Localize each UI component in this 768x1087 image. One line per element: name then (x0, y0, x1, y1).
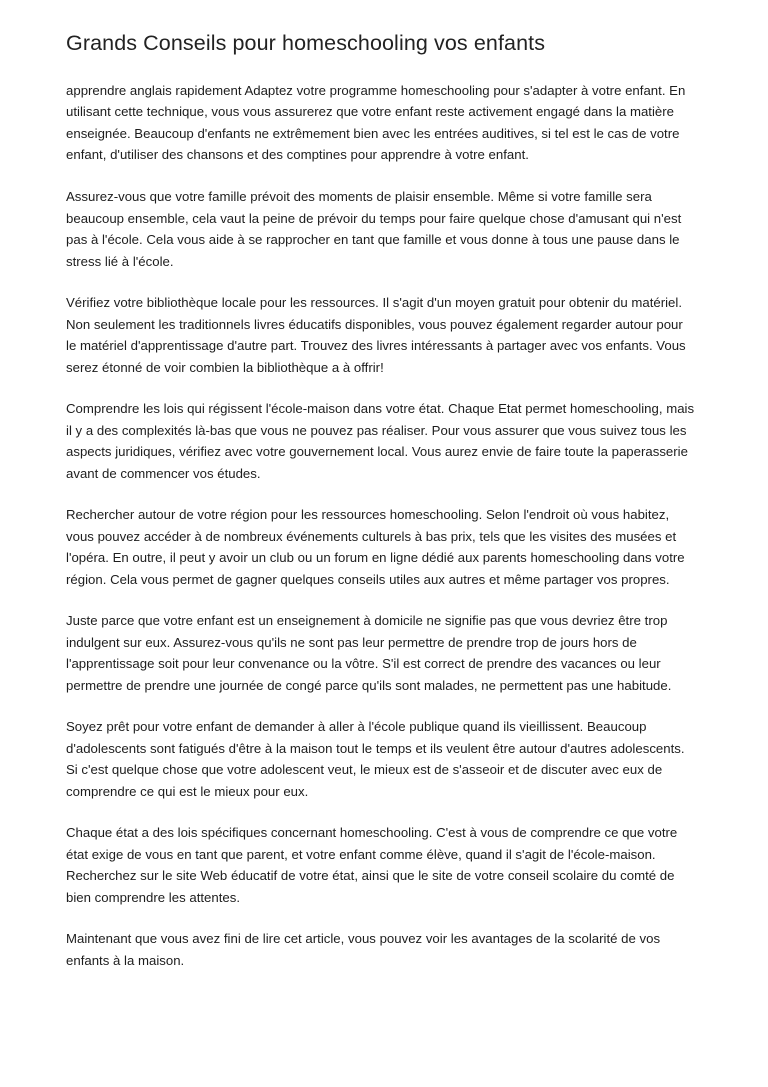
paragraph: Maintenant que vous avez fini de lire cet article, vous pouvez voir les avantages de la scolarité de vos enfants à la maison. (66, 931, 661, 968)
page-title: Grands Conseils pour homeschooling vos enfants (66, 31, 546, 55)
paragraph: Soyez prêt pour votre enfant de demander à aller à l'école publique quand ils vieillissent. Beaucoup d'adolescents sont fatigués d'être à la maison tout le temps et ils veulent être autour d'autres adolescents. Si c'est quelque chose que votre adolescent veut, le mieux est de s'asseoir et de discuter avec eux de comprendre ce qui est le mieux pour eux. (66, 719, 685, 799)
paragraph: Assurez-vous que votre famille prévoit des moments de plaisir ensemble. Même si votre famille sera beaucoup ensemble, cela vaut la peine de prévoir du temps pour faire quelque chose d'amusant qui n'est pas à l'école. Cela vous aide à se rapprocher en tant que famille et vous donne à tous une pause dans le stress lié à l'école. (66, 189, 682, 269)
paragraph: Rechercher autour de votre région pour les ressources homeschooling. Selon l'endroit où vous habitez, vous pouvez accéder à de nombreux événements culturels à bas prix, tels que les visites des musées et l'opéra. En outre, il peut y avoir un club ou un forum en ligne dédié aux parents homeschooling dans votre région. Cela vous permet de gagner quelques conseils utiles aux autres et même partager vos propres. (66, 507, 685, 587)
paragraph: apprendre anglais rapidement Adaptez votre programme homeschooling pour s'adapter à votre enfant. En utilisant cette technique, vous vous assurerez que votre enfant reste activement engagé dans la matière enseignée. Beaucoup d'enfants ne extrêmement bien avec les entrées auditives, si tel est le cas de votre enfant, d'utiliser des chansons et des comptines pour apprendre à votre enfant. (66, 82, 686, 163)
paragraph: Chaque état a des lois spécifiques concernant homeschooling. C'est à vous de comprendre ce que votre état exige de vous en tant que parent, et votre enfant comme élève, quand il s'agit de l'école-maison. Recherchez sur le site Web éducatif de votre état, ainsi que le site de votre conseil scolaire du comté de bien comprendre les attentes. (66, 825, 678, 905)
paragraph: Juste parce que votre enfant est un enseignement à domicile ne signifie pas que vous devriez être trop indulgent sur eux. Assurez-vous qu'ils ne sont pas leur permettre de prendre trop de jours hors de l'apprentissage soit pour leur convenance ou la vôtre. S'il est correct de prendre des vacances ou leur permettre de prendre une journée de congé parce qu'ils sont malades, ne permettent pas une habitude. (66, 613, 672, 693)
paragraph: Vérifiez votre bibliothèque locale pour les ressources. Il s'agit d'un moyen gratuit pour obtenir du matériel. Non seulement les traditionnels livres éducatifs disponibles, vous pouvez également regarder autour pour le matériel d'apprentissage d'autre part. Trouvez des livres intéressants à partager avec vos enfants. Vous serez étonné de voir combien la bibliothèque a à offrir! (66, 295, 686, 375)
paragraph: Comprendre les lois qui régissent l'école-maison dans votre état. Chaque Etat permet homeschooling, mais il y a des complexités là-bas que vous ne pouvez pas réaliser. Pour vous assurer que vous suivez tous les aspects juridiques, vérifiez avec votre gouvernement local. Vous aurez envie de faire toute la paperasserie avant de commencer vos études. (66, 401, 695, 481)
document-body (66, 80, 696, 972)
